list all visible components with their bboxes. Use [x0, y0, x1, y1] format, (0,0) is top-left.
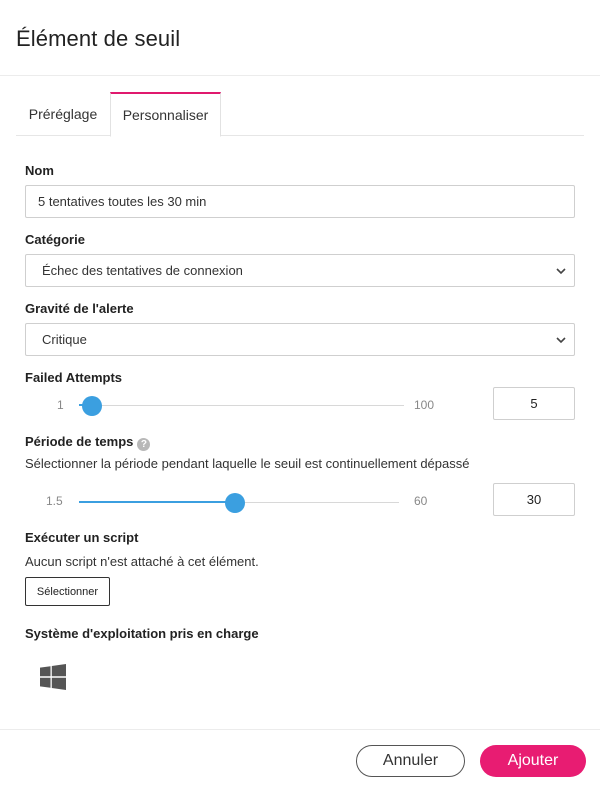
severity-label: Gravité de l'alerte — [25, 301, 134, 316]
time-period-max: 60 — [414, 494, 428, 508]
severity-select-value: Critique — [42, 332, 87, 347]
failed-attempts-slider[interactable] — [79, 396, 404, 416]
name-input[interactable]: 5 tentatives toutes les 30 min — [25, 185, 575, 218]
time-period-input[interactable]: 30 — [493, 483, 575, 516]
cancel-button[interactable]: Annuler — [356, 745, 465, 777]
failed-attempts-label: Failed Attempts — [25, 370, 123, 385]
tab-bar — [16, 92, 584, 136]
time-period-label-text: Période de temps — [25, 434, 134, 449]
question-circle-icon[interactable]: ? — [137, 438, 150, 451]
slider-track — [79, 405, 404, 406]
add-button[interactable]: Ajouter — [480, 745, 586, 777]
dialog-title: Élément de seuil — [16, 26, 181, 51]
failed-attempts-min: 1 — [57, 398, 64, 412]
time-period-label — [25, 434, 150, 451]
slider-fill — [79, 501, 235, 503]
failed-attempts-input[interactable]: 5 — [493, 387, 575, 420]
category-select-value: Échec des tentatives de connexion — [42, 263, 243, 278]
category-select[interactable] — [25, 254, 575, 287]
failed-attempts-max: 100 — [414, 398, 435, 412]
name-label: Nom — [25, 163, 54, 178]
time-period-slider[interactable] — [79, 493, 399, 513]
category-label: Catégorie — [25, 232, 85, 247]
windows-icon — [40, 664, 66, 690]
chevron-down-icon — [556, 266, 566, 276]
chevron-down-icon — [556, 335, 566, 345]
tab-customize[interactable]: Personnaliser — [110, 92, 221, 137]
script-label: Exécuter un script — [25, 530, 139, 545]
time-period-min: 1.5 — [46, 494, 63, 508]
footer-divider — [0, 729, 600, 730]
slider-thumb[interactable] — [82, 396, 102, 416]
time-period-description: Sélectionner la période pendant laquelle le seuil est continuellement dépassé — [25, 456, 470, 471]
script-description: Aucun script n'est attaché à cet élément. — [25, 554, 259, 569]
dialog-header — [0, 0, 600, 76]
severity-select[interactable] — [25, 323, 575, 356]
os-label: Système d'exploitation pris en charge — [25, 626, 259, 641]
select-script-button[interactable]: Sélectionner — [25, 577, 110, 606]
slider-thumb[interactable] — [225, 493, 245, 513]
tab-preset[interactable]: Préréglage — [28, 106, 98, 122]
